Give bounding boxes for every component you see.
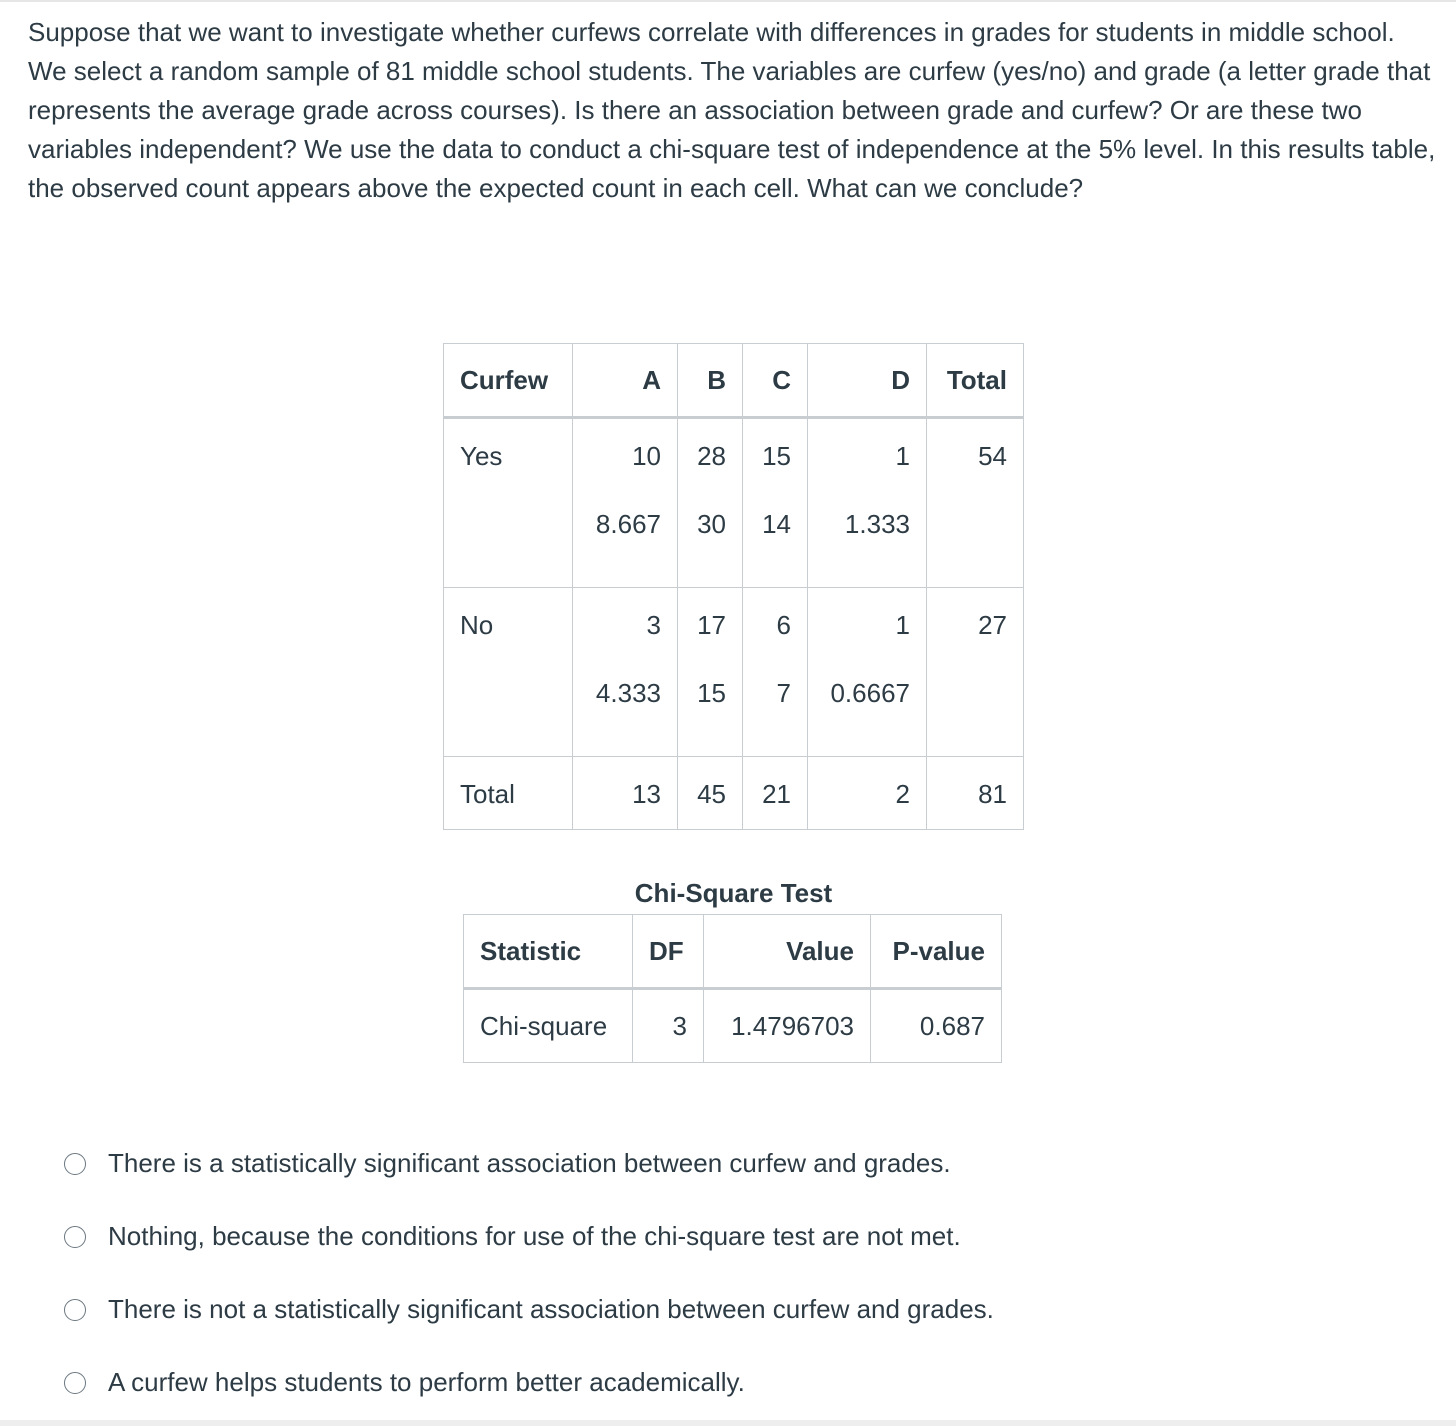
row-label: No	[444, 588, 573, 757]
cell-no-b: 17 15	[678, 588, 743, 757]
cell-yes-c: 15 14	[743, 418, 808, 588]
answer-option-2[interactable]	[64, 1200, 994, 1273]
radio-button[interactable]	[64, 1153, 86, 1175]
bottom-divider	[0, 1420, 1456, 1426]
answer-label[interactable]: There is a statistically significant association between curfew and grades.	[108, 1148, 951, 1178]
cell-no-a: 3 4.333	[573, 588, 678, 757]
chi-row	[464, 989, 1002, 1063]
cell-total-d: 2	[808, 757, 927, 830]
header-p-value: P-value	[871, 915, 1002, 989]
row-total	[444, 757, 1024, 830]
header-d: D	[808, 344, 927, 418]
row-label: Total	[444, 757, 573, 830]
row-label: Yes	[444, 418, 573, 588]
cell-yes-d: 1 1.333	[808, 418, 927, 588]
chi-header-row	[464, 915, 1002, 989]
answer-label[interactable]: There is not a statistically significant association between curfew and grades.	[108, 1294, 994, 1324]
header-value: Value	[704, 915, 871, 989]
cell-total-total: 81	[927, 757, 1024, 830]
results-table	[443, 343, 1024, 830]
header-df: DF	[633, 915, 704, 989]
header-c: C	[743, 344, 808, 418]
results-header-row	[444, 344, 1024, 418]
answer-options	[64, 1127, 994, 1419]
chi-square-title: Chi-Square Test	[634, 878, 833, 908]
cell-yes-total: 54	[927, 418, 1024, 588]
answer-label[interactable]: Nothing, because the conditions for use of the chi-square test are not met.	[108, 1221, 961, 1251]
answer-option-1[interactable]	[64, 1127, 994, 1200]
chi-value-cell: 1.4796703	[704, 989, 871, 1063]
radio-button[interactable]	[64, 1372, 86, 1394]
header-a: A	[573, 344, 678, 418]
cell-no-total: 27	[927, 588, 1024, 757]
radio-button[interactable]	[64, 1226, 86, 1248]
header-b: B	[678, 344, 743, 418]
chi-square-table	[463, 914, 1002, 1063]
row-yes	[444, 418, 1024, 588]
radio-button[interactable]	[64, 1299, 86, 1321]
cell-yes-a: 10 8.667	[573, 418, 678, 588]
cell-total-b: 45	[678, 757, 743, 830]
header-statistic: Statistic	[464, 915, 633, 989]
answer-option-3[interactable]	[64, 1273, 994, 1346]
question-text: Suppose that we want to investigate whether curfews correlate with differences in grades for students in middle school. We select a random sample of 81 middle school students. The variables are curfew (yes/no) and grade (a letter grade that represents the average grade across courses). Is there an association between grade and curfew? Or are these two variables independent? We use the data to conduct a chi-square test of independence at the 5% level. In this results table, the observed count appears above the expected count in each cell. What can we conclude?	[28, 17, 1436, 203]
header-curfew: Curfew	[444, 344, 573, 418]
cell-total-a: 13	[573, 757, 678, 830]
cell-yes-b: 28 30	[678, 418, 743, 588]
row-no	[444, 588, 1024, 757]
chi-p-value-cell: 0.687	[871, 989, 1002, 1063]
cell-total-c: 21	[743, 757, 808, 830]
cell-no-c: 6 7	[743, 588, 808, 757]
answer-label[interactable]: A curfew helps students to perform better academically.	[108, 1367, 745, 1397]
chi-df-cell: 3	[633, 989, 704, 1063]
header-total: Total	[927, 344, 1024, 418]
chi-statistic-cell: Chi-square	[464, 989, 633, 1063]
cell-no-d: 1 0.6667	[808, 588, 927, 757]
answer-option-4[interactable]	[64, 1346, 994, 1419]
